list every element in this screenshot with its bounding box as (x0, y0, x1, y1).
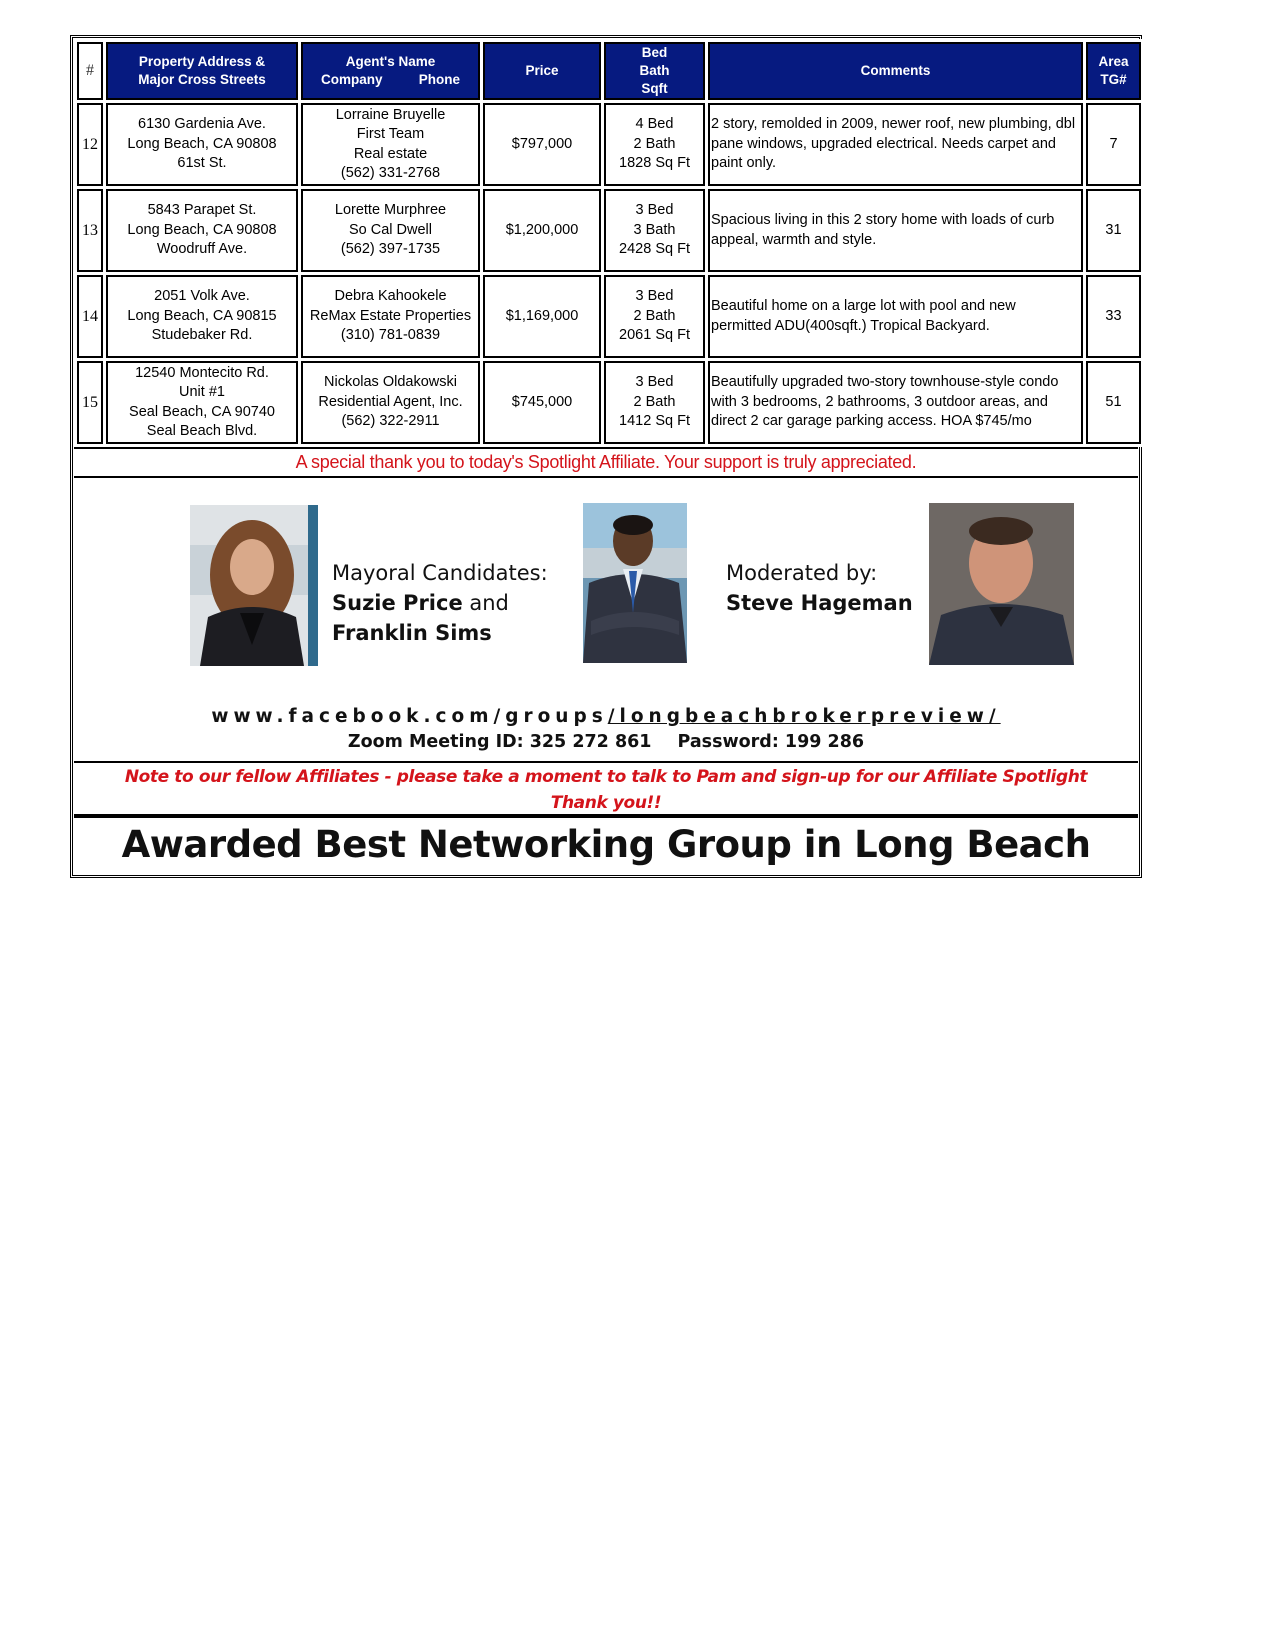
moderated-label: Moderated by: (726, 561, 878, 585)
candidates-text: Mayoral Candidates: Suzie Price and Franklin Sims (332, 558, 548, 648)
listing-agent: Lorraine Bruyelle First Team Real estate (562) 331-2768 (301, 103, 480, 186)
table-row (77, 189, 1141, 272)
table-row (77, 361, 1141, 444)
facebook-group-link[interactable]: www.facebook.com/groups/longbeachbrokerpreview/ (211, 706, 1001, 727)
listing-price: $1,200,000 (483, 189, 601, 272)
zoom-meeting-info (74, 732, 1138, 752)
zoom-password: Password: 199 286 (677, 732, 865, 752)
candidate1-name: Suzie Price (332, 591, 463, 615)
listing-comments: Spacious living in this 2 story home with loads of curb appeal, warmth and style. (708, 189, 1083, 272)
listing-area: 33 (1086, 275, 1141, 358)
listing-price: $745,000 (483, 361, 601, 444)
moderator-name: Steve Hageman (726, 591, 913, 615)
listing-area: 51 (1086, 361, 1141, 444)
listing-price: $1,169,000 (483, 275, 601, 358)
header-bed-bath-sqft: Bed Bath Sqft (604, 42, 705, 100)
listing-bed-bath-sqft: 3 Bed 2 Bath 1412 Sq Ft (604, 361, 705, 444)
listing-address: 5843 Parapet St. Long Beach, CA 90808 Woodruff Ave. (106, 189, 298, 272)
listing-address: 2051 Volk Ave. Long Beach, CA 90815 Studebaker Rd. (106, 275, 298, 358)
affiliate-note-line1: Note to our fellow Affiliates - please take a moment to talk to Pam and sign-up for our Affiliate Spotlight (124, 767, 1088, 787)
listing-comments: Beautifully upgraded two-story townhouse-style condo with 3 bedrooms, 2 bathrooms, 3 outdoor areas, and direct 2 car garage parking access. HOA $745/mo (708, 361, 1083, 444)
listing-bed-bath-sqft: 4 Bed 2 Bath 1828 Sq Ft (604, 103, 705, 186)
candidate2-photo (583, 503, 687, 663)
mayoral-event-section (74, 476, 1138, 761)
table-row (77, 275, 1141, 358)
moderator-photo (929, 503, 1074, 665)
listing-bed-bath-sqft: 3 Bed 3 Bath 2428 Sq Ft (604, 189, 705, 272)
listing-area: 7 (1086, 103, 1141, 186)
listing-comments: 2 story, remolded in 2009, newer roof, new plumbing, dbl pane windows, upgraded electrical. Needs carpet and paint only. (708, 103, 1083, 186)
header-agent: Agent's Name Company Phone (301, 42, 480, 100)
listing-number: 15 (77, 361, 103, 444)
listing-address: 12540 Montecito Rd. Unit #1 Seal Beach, CA 90740 Seal Beach Blvd. (106, 361, 298, 444)
broker-preview-sheet (70, 35, 1142, 878)
listing-number: 13 (77, 189, 103, 272)
listings-table (74, 39, 1144, 447)
header-price: Price (483, 42, 601, 100)
award-banner: Awarded Best Networking Group in Long Beach (74, 814, 1138, 874)
candidates-label: Mayoral Candidates: (332, 561, 548, 585)
table-header-row (77, 42, 1141, 100)
listing-agent: Nickolas Oldakowski Residential Agent, Inc. (562) 322-2911 (301, 361, 480, 444)
listing-area: 31 (1086, 189, 1141, 272)
affiliate-note (74, 761, 1138, 814)
affiliate-note-line2: Thank you!! (550, 793, 662, 813)
table-row (77, 103, 1141, 186)
header-area: Area TG# (1086, 42, 1141, 100)
listing-bed-bath-sqft: 3 Bed 2 Bath 2061 Sq Ft (604, 275, 705, 358)
listing-agent: Debra Kahookele ReMax Estate Properties (310) 781-0839 (301, 275, 480, 358)
listing-price: $797,000 (483, 103, 601, 186)
listing-comments: Beautiful home on a large lot with pool and new permitted ADU(400sqft.) Tropical Backyard. (708, 275, 1083, 358)
listing-agent: Lorette Murphree So Cal Dwell (562) 397-1735 (301, 189, 480, 272)
zoom-meeting-id: Zoom Meeting ID: 325 272 861 (347, 732, 652, 752)
header-address: Property Address & Major Cross Streets (106, 42, 298, 100)
header-number: # (77, 42, 103, 100)
header-comments: Comments (708, 42, 1083, 100)
listing-number: 12 (77, 103, 103, 186)
listing-address: 6130 Gardenia Ave. Long Beach, CA 90808 61st St. (106, 103, 298, 186)
listing-number: 14 (77, 275, 103, 358)
candidate1-photo (190, 505, 318, 666)
moderator-text (726, 558, 913, 618)
candidate2-name: Franklin Sims (332, 621, 492, 645)
spotlight-thanks-banner: A special thank you to today's Spotlight Affiliate. Your support is truly appreciated. (74, 447, 1138, 476)
